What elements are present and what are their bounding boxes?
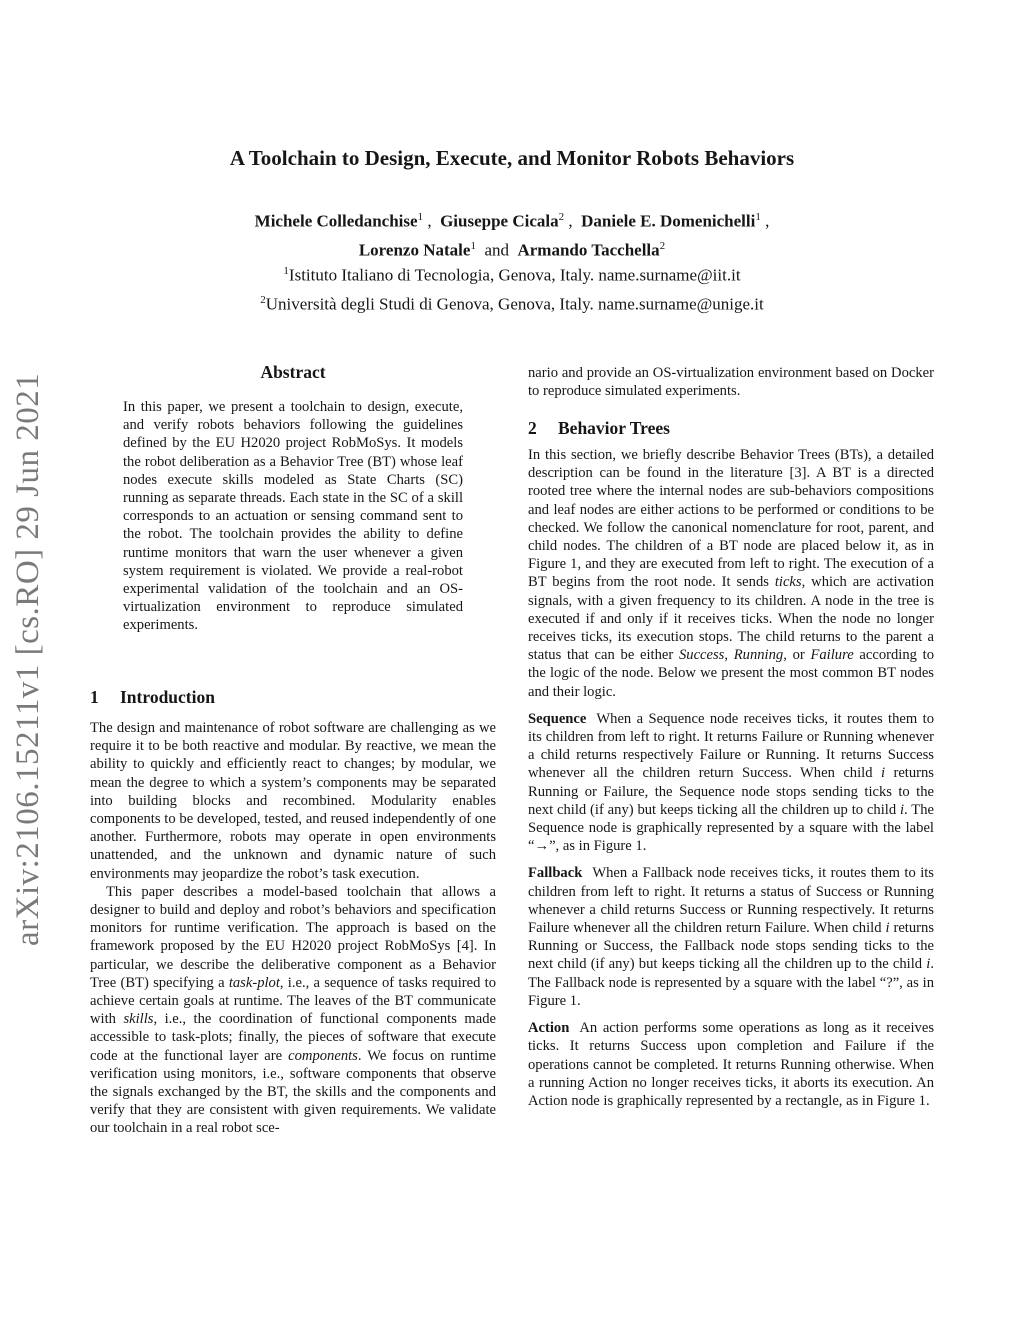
author-affil-mark: 1 — [470, 239, 476, 252]
introduction-body — [90, 719, 496, 1138]
author-affil-mark: 2 — [558, 211, 565, 223]
section-number: 2 — [528, 418, 537, 438]
abstract-body: In this paper, we present a toolchain to design, execute, and verify robots behaviors following the guidelines defined by the EU H2020 project RobMoSys. It models the robot deliberation as a Behavior Tree (BT) whose leaf nodes execute skills modeled as State Charts (SC) running as separate threads. Each state in the SC of a skill corresponds to an actuation or sensing command sent to the robot. The toolchain provides the ability to define runtime monitors that warn the user whenever a given system requirement is violated. We provide a real-robot experimental validation of the toolchain and an OS-virtualization environment to reproduce simulated experiments. — [123, 399, 463, 634]
section-title: Behavior Trees — [558, 418, 670, 438]
paragraph-fallback: Fallback When a Fallback node receives ticks, it routes them to its children from left to right. It returns a status of Success or Running whenever a child returns Success or Running respectively. It returns Failure whenever all the children return Failure. When child i returns Running or Success, the Fallback node stops sending ticks to the next child (if any) but keeps ticking all the children up to the child i. The Fallback node is represented by a square with the label “?”, as in Figure 1. — [528, 865, 934, 1009]
author-affil-mark: 1 — [755, 211, 761, 223]
author-name: Armando Tacchella — [517, 240, 660, 260]
section-number: 1 — [90, 687, 99, 707]
section-title: Introduction — [120, 687, 215, 707]
paper-title: A Toolchain to Design, Execute, and Monitor Robots Behaviors — [229, 146, 795, 170]
paragraph: nario and provide an OS-virtualization environment based on Docker to reproduce simulated experiments. — [528, 365, 934, 400]
affil-mark: 1 — [283, 265, 289, 277]
affiliations — [0, 259, 1024, 316]
section-heading-behavior-trees — [528, 418, 670, 439]
paragraph-heading: Sequence — [528, 710, 587, 727]
paragraph-action: Action An action performs some operations as long as it receives ticks. It returns Success upon completion and Failure if the operations cannot be completed. It returns Running otherwise. When a running Action no longer receives ticks, it aborts its execution. An Action node is graphically represented by a rectangle, as in Figure 1. — [528, 1020, 934, 1109]
author-name: Michele Colledanchise — [254, 211, 418, 231]
affil-mark: 2 — [260, 293, 266, 306]
right-column-continuation — [528, 364, 934, 400]
paragraph: The design and maintenance of robot software are challenging as we require it to be both reactive and modular. By reactive, we mean the ability to quickly and efficiently react to changes; by modular, we mean the degree to which a system’s components may be separated into building blocks and recombined. Modularity enables components to be developed, tested, and reused independently of one another. Furthermore, robots may operate in open environments unattended, and the unknown and dynamic nature of such environments may jeopardize the robot’s task execution. — [90, 720, 496, 882]
affiliation-2: Università degli Studi di Genova, Genova, Italy. name.surname@unige.it — [265, 294, 764, 314]
author-name: Lorenzo Natale — [358, 240, 471, 260]
abstract-heading: Abstract — [260, 362, 326, 382]
author-list: Michele Colledanchise$^1$ , Giuseppe Cicala$^2$ , Daniele E. Domenichelli$^1$ , Lorenzo Natale$^1$ and Armando Tacchella$^2$ — [254, 211, 770, 260]
affiliation-1: Istituto Italiano di Tecnologia, Genova, Italy. name.surname@iit.it — [288, 265, 741, 285]
paragraph: In this section, we briefly describe Behavior Trees (BTs), a detailed description can be found in the literature [3]. A BT is a directed rooted tree where the internal nodes are sub-behaviors compositions and leaf nodes are either actions to be performed or conditions to be checked. We follow the canonical nomenclature for root, parent, and child nodes. The children of a BT node are placed below it, as in Figure 1, and they are executed from left to right. The execution of a BT begins from the root node. It sends ticks, which are activation signals, with a given frequency to its children. A node in the tree is executed if and only if it receives ticks. When the node no longer receives ticks, its execution stops. The child returns to the parent a status that can be either Success, Running, or Failure according to the logic of the node. Below we present the most common BT nodes and their logic. — [528, 447, 935, 700]
author-conjunction: and — [484, 240, 509, 260]
paragraph-heading: Action — [528, 1020, 570, 1037]
author-affil-mark: 2 — [659, 239, 666, 252]
paragraph-heading: Fallback — [528, 865, 583, 882]
paragraph-sequence: Sequence When a Sequence node receives ticks, it routes them to its children from left to right. It returns Failure or Running whenever a child returns respectively Failure or Running. It returns Success whenever all the children return Success. When child i returns Running or Failure, the Sequence node stops sending ticks to the next child (if any) but keeps ticking all the children up to child i. The Sequence node is graphically represented by a square with the label “→”, as in Figure 1. — [528, 710, 934, 855]
paragraph: This paper describes a model-based toolchain that allows a designer to build and deploy and robot’s behaviors and specification monitors for runtime verification. The approach is based on the framework proposed by the EU H2020 project RobMoSys [4]. In particular, we describe the deliberative component as a Behavior Tree (BT) specifying a task-plot, i.e., a sequence of tasks required to achieve certain goals at runtime. The leaves of the BT communicate with skills, i.e., the coordination of functional components made accessible to task-plots; finally, the pieces of software that execute code at the functional layer are components. We focus on runtime verification using monitors, i.e., software components that observe the signals exchanged by the BT, the skills and the components and verify that they are consistent with given requirements. We validate our toolchain in a real robot sce- — [90, 883, 496, 1137]
arxiv-stamp: arXiv:2106.15211v1 [cs.RO] 29 Jun 2021 — [10, 372, 46, 946]
author-name: Daniele E. Domenichelli — [581, 211, 756, 231]
author-name: Giuseppe Cicala — [440, 211, 559, 231]
behavior-trees-body — [528, 446, 934, 1110]
section-heading-introduction — [90, 687, 215, 708]
author-affil-mark: 1 — [417, 211, 424, 223]
